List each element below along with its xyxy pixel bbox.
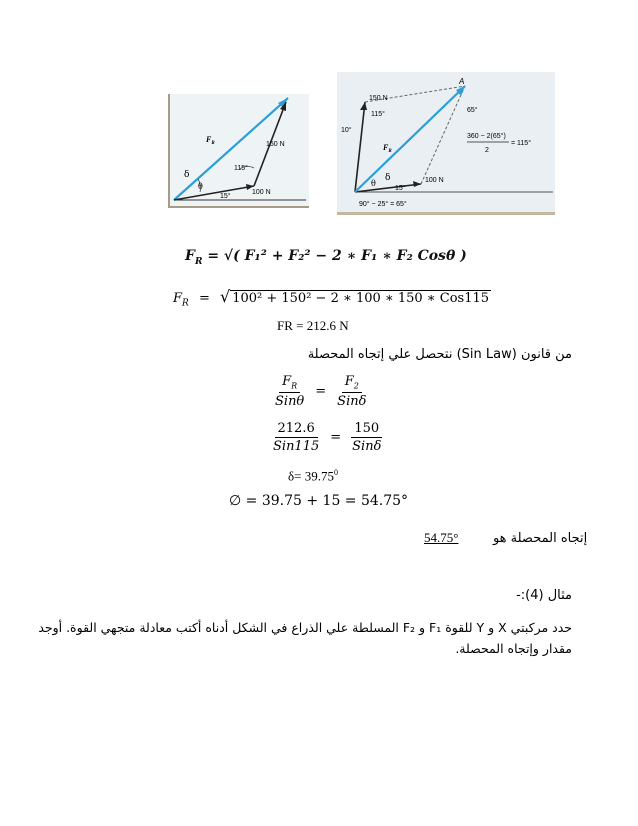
- label-delta: δ: [385, 173, 391, 183]
- label-65: 65°: [467, 107, 478, 114]
- example-line-1: حدد مركبتي X و Y للقوة F₁ و F₂ المسلطة علي الذراع في الشكل أدناه أكتب معادلة متجهي القوة. أوجد: [38, 620, 572, 635]
- fraction-left: $\frac{F_R}{\text{Sinθ}}$: [275, 374, 305, 409]
- label-150n: 150 N: [266, 141, 285, 148]
- label-115: 115°: [371, 111, 385, 118]
- figure-left-force-triangle: [168, 94, 309, 208]
- eq-result: = 115°: [511, 140, 531, 147]
- fraction-right-numeric: $\frac{150}{\text{Sinδ}}$: [352, 421, 382, 454]
- ratio-general: $\frac{F_R}{\text{Sinθ}}$ = $\frac{F_2}{\text{Sinδ}}$: [268, 374, 373, 409]
- figure-right-parallelogram: [337, 72, 555, 215]
- figure-left-svg: [170, 94, 309, 206]
- phi-result: ∅ = 39.75 + 15 = 54.75°: [229, 493, 409, 509]
- fraction-right: $\frac{F_2}{\text{Sinδ}}$: [337, 374, 367, 409]
- label-fr: $F_R$: [383, 143, 392, 154]
- label-10: 10°: [341, 127, 352, 134]
- label-fr: $F_R$: [206, 135, 215, 146]
- label-15: 15°: [395, 185, 406, 192]
- ratio-numeric: $\frac{212.6}{\text{Sin115}}$ = $\frac{150}{\text{Sinδ}}$: [266, 421, 388, 454]
- eq-bottom: 2: [485, 147, 489, 154]
- label-100n: 100 N: [425, 177, 444, 184]
- direction-label: إتجاه المحصلة هو: [492, 531, 588, 546]
- direction-value: 54.75°: [424, 530, 459, 545]
- eq-top: 360 − 2(65°): [467, 133, 506, 140]
- direction-result: [424, 530, 587, 546]
- force-150-vector: [355, 102, 365, 192]
- label-theta: θ: [198, 182, 203, 191]
- formula-general: $F_R$ = √( F₁² + F₂² − 2 ∗ F₁ ∗ F₂ Cosθ ): [185, 248, 467, 267]
- force-100-vector: [355, 184, 421, 192]
- fraction-left-numeric: $\frac{212.6}{\text{Sin115}}$: [273, 421, 320, 454]
- label-point-a: A: [459, 77, 465, 86]
- resultant-vector: [174, 98, 288, 200]
- formula-numeric: $F_R$ = √ 100² + 150² − 2 ∗ 100 ∗ 150 ∗ Cos115: [173, 287, 490, 309]
- label-delta: δ: [184, 170, 190, 180]
- label-115: 115°: [234, 165, 248, 172]
- delta-result: $\delta= 39.75^0$: [288, 468, 338, 484]
- label-100n: 100 N: [252, 189, 271, 196]
- example-line-2: مقدار وإتجاه المحصلة.: [455, 641, 572, 656]
- result-fr: FR = 212.6 N: [277, 318, 349, 333]
- label-15: 15°: [220, 193, 231, 200]
- bottom-eq: 90° − 25° = 65°: [359, 201, 407, 208]
- figure-right-svg: [337, 72, 555, 212]
- label-150n: 150 N: [369, 95, 388, 102]
- example-title: مثال (4):-: [516, 588, 572, 603]
- label-theta: θ: [371, 179, 376, 188]
- sin-law-intro: من قانون (Sin Law) نتحصل علي إتجاه المحصلة: [307, 347, 572, 362]
